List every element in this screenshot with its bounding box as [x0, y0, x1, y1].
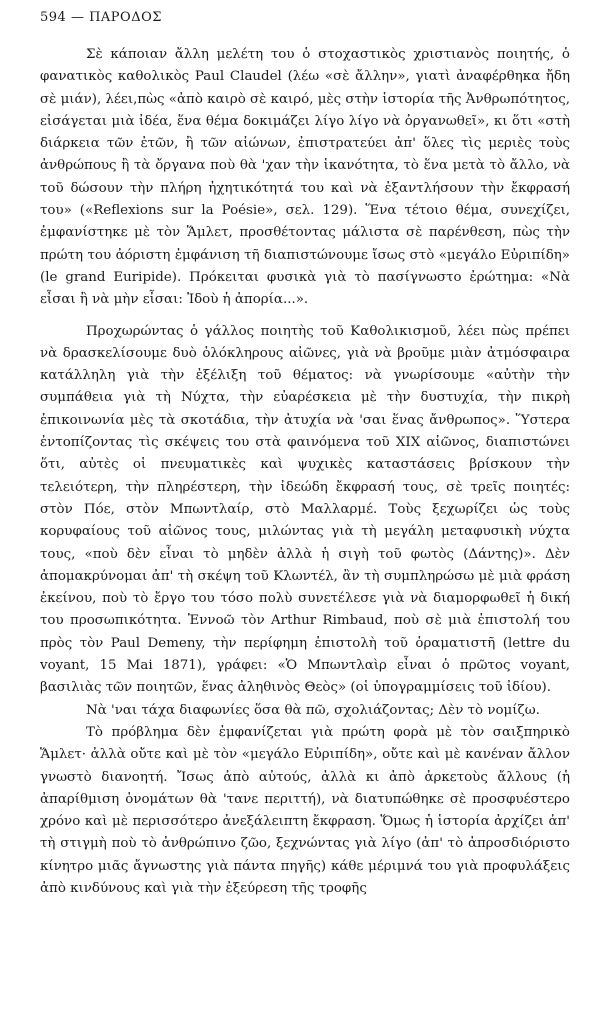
- paragraph-1: Σὲ κάποιαν ἄλλη μελέτη του ὁ στοχαστικὸς χριστιανὸς ποιητής, ὁ φανατικὸς καθολικὸς Paul Claudel (λέω «σὲ ἄλλην», γιατὶ ἀναφέρθηκα ἤδη σὲ μιάν), λέει,πὼς «ἀπὸ καιρὸ σὲ καιρό, μὲς στὴν ἱστορία τῆς Ἀνθρωπότητος, εἰσάγεται μιὰ ἰδέα, ἕνα θέμα δοκιμάζει λίγο λίγο νὰ ὀργανωθεῖ», κι ὅτι «στὴ διάρκεια τῶν ἐτῶν, ἢ τῶν αἰώνων, ἐπιστρατεύει ἀπ' ὅλες τὶς μεριὲς τοὺς ἀνθρώπους ἢ τὰ ὄργανα ποὺ θὰ 'χαν τὴν ἱκανότητα, τὸ ἕνα μετὰ τὸ ἄλλο, νὰ τοῦ δώσουν τὴν πλήρη ἠχητικότητά του καὶ νὰ ἐξαντλήσουν τὴν ἔκφρασή του» («Reflexions sur la Poésie», σελ. 129). Ἕνα τέτοιο θέμα, συνεχίζει, ἐμφανίστηκε μὲ τὸν Ἅμλετ, προσθέτοντας μάλιστα σὲ παρένθεση, πὼς τὴν πρώτη του ἀόριστη ἐμφάνιση τῆ διαπιστώνουμε ἴσως στὸ «μεγάλο Εὐριπίδη» (le grand Euripide). Πρόκειται φυσικὰ γιὰ τὸ πασίγνωστο ἐρώτημα: «Νὰ εἶσαι ἢ νὰ μὴν εἶσαι: Ἰδοὺ ἡ ἀπορία...».: [40, 47, 570, 308]
- paragraph-3: Νὰ 'ναι τάχα διαφωνίες ὅσα θὰ πῶ, σχολιάζοντας; Δὲν τὸ νομίζω.: [86, 702, 540, 718]
- document-page: [40, 10, 570, 1010]
- running-head: 594 — ΠΑΡΟΔΟΣ: [40, 10, 162, 25]
- paragraph-4: Τὸ πρόβλημα δὲν ἐμφανίζεται γιὰ πρώτη φορὰ μὲ τὸν σαιξπηρικὸ Ἅμλετ· ἀλλὰ οὔτε καὶ μὲ τὸν «μεγάλο Εὐριπίδη», οὔτε καὶ μὲ κανέναν ἄλλον γνωστὸ διανοητή. Ἴσως ἀπὸ αὐτούς, ἀλλὰ κι ἀπὸ ἀρκετοὺς ἄλλους (ἡ ἀπαρίθμιση ὀνομάτων θὰ 'τανε περιττή), νὰ διατυπώθηκε σὲ προσφυέστερο χρόνο καὶ μὲ περισσότερο ἀνεξάλειπτη ἔκφραση. Ὅμως ἡ ἱστορία ἀρχίζει ἀπ' τὴ στιγμὴ ποὺ τὸ ἀνθρώπινο ζῶο, ξεχνώντας γιὰ λίγο (ἀπ' τὸ ἀπροσδιόριστο κίνητρο μιᾶς ἄγνωστης γιὰ πάντα πηγῆς) κάθε μέριμνά του γιὰ προφυλάξεις ἀπὸ κινδύνους καὶ γιὰ τὴν ἐξεύρεση τῆς τροφῆς: [40, 724, 570, 896]
- body-text: [40, 44, 570, 900]
- paragraph-2: Προχωρώντας ὁ γάλλος ποιητὴς τοῦ Καθολικισμοῦ, λέει πὼς πρέπει νὰ δρασκελίσουμε δυὸ ὁλόκληρους αἰῶνες, γιὰ νὰ βροῦμε μιὰν ἀτμόσφαιρα κατάλληλη γιὰ τὴν ἐξέλιξη τοῦ θέματος: νὰ γνωρίσουμε «αὐτὴν τὴν συμπάθεια γιὰ τὴ Νύχτα, τὴν εὐαρέσκεια μὲ τὴν δυστυχία, τὴν πικρὴ ἐπικοινωνία μὲς τὰ σκοτάδια, τὴν ἀτυχία νὰ 'σαι ἕνας ἄνθρωπος». Ὕστερα ἐντοπίζοντας τὶς σκέψεις του στὰ φαινόμενα τοῦ XIX αἰῶνος, διαπιστώνει ὅτι, αὐτὲς οἱ πνευματικὲς καὶ ψυχικὲς καταστάσεις βρίσκουν τὴν τελειότερη, τὴν πληρέστερη, τὴν ἰδεώδη ἔκφρασή τους, σὲ τρεῖς ποιητές: στὸν Πόε, στὸν Μπωντλαίρ, στὸ Μαλλαρμέ. Τοὺς ξεχωρίζει ὡς τοὺς κορυφαίους τοῦ αἰῶνος τους, μιλώντας γιὰ τὴ μεγάλη μεταφυσικὴ νύχτα τους, «ποὺ δὲν εἶναι τὸ μηδὲν ἀλλὰ ἡ σιγὴ τοῦ φωτὸς (Δάντης)». Δὲν ἀπομακρύνομαι ἀπ' τὴ σκέψη τοῦ Κλωντέλ, ἂν τὴ συμπληρώσω μὲ μιὰ φράση ἐκείνου, ποὺ τὸ ἔργο του τόσο πολὺ συνετέλεσε γιὰ νὰ διαμορφωθεῖ ἡ δική του προσωπικότητα. Ἐννοῶ τὸν Arthur Rimbaud, ποὺ σὲ μιὰ ἐπιστολή του πρὸς τὸν Paul Demeny, τὴν περίφημη ἐπιστολὴ τοῦ ὁραματιστῆ (lettre du voyant, 15 Mai 1871), γράφει: «Ὁ Μπωντλαὶρ εἶναι ὁ πρῶτος voyant, βασιλιὰς τῶν ποιητῶν, ἕνας ἀληθινὸς Θεὸς» (οἱ ὑπογραμμίσεις τοῦ ἰδίου).: [40, 323, 570, 696]
